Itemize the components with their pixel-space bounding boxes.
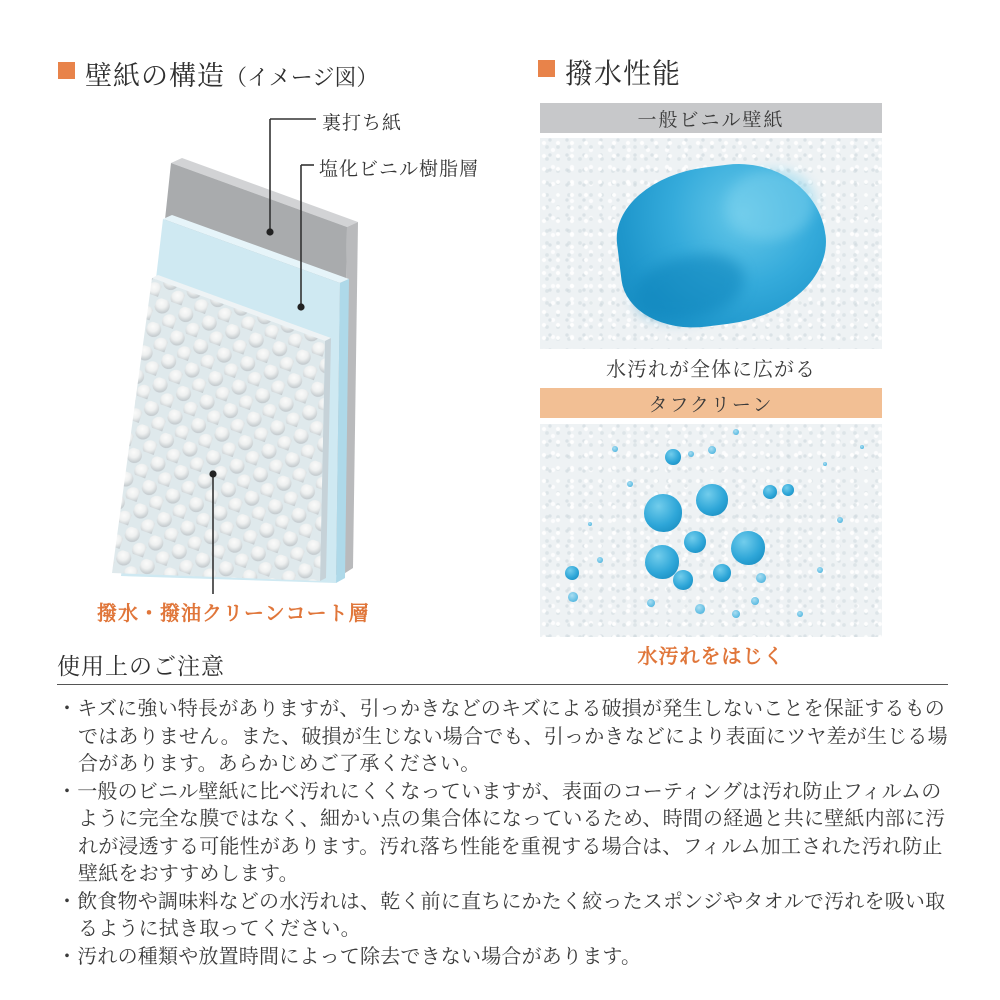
water-bead: [797, 611, 803, 617]
coat-pointer-dot: [209, 470, 216, 477]
water-bead: [688, 451, 694, 457]
precautions-title: 使用上のご注意: [57, 653, 225, 679]
wallpaper-structure-diagram: [0, 0, 430, 660]
precautions-list: [57, 696, 952, 971]
water-bead: [731, 531, 765, 565]
structure-title-paren: （イメージ図）: [225, 65, 379, 90]
structure-title: 壁紙の構造: [85, 61, 225, 91]
water-stain-blob: [609, 154, 835, 336]
water-bead: [695, 604, 705, 614]
precaution-item: ・ キズに強い特長がありますが、引っかきなどのキズによる破損が発生しないことを保証するものではありません。また、破損が生じない場合でも、引っかきなどにより表面にツヤ差が生じる場合があります。あらかじめご了承ください。: [57, 696, 952, 779]
water-bead: [673, 570, 693, 590]
water-bead: [627, 481, 633, 487]
water-bead: [612, 446, 618, 452]
water-bead: [568, 592, 578, 602]
vinyl-pointer-dot: [297, 303, 304, 310]
water-bead: [823, 462, 827, 466]
water-bead: [696, 484, 728, 516]
water-bead: [647, 599, 655, 607]
clean-coat-label: 撥水・撥油クリーンコート層: [97, 603, 370, 625]
water-bead: [817, 567, 823, 573]
spread-stain-photo: [540, 138, 882, 349]
repelled-beads-caption: 水汚れをはじく: [637, 646, 785, 668]
water-bead: [756, 573, 766, 583]
backing-pointer-dot: [266, 228, 273, 235]
section-title-water-repellency: [538, 52, 681, 92]
stain-light-area: [722, 165, 820, 245]
stain-dark-area: [632, 250, 749, 325]
repelled-beads-photo: [540, 424, 882, 637]
precaution-item: ・ 飲食物や調味料などの水汚れは、乾く前に直ちにかたく絞ったスポンジやタオルで汚れを吸い取るように拭き取ってください。: [57, 889, 952, 944]
water-bead: [684, 531, 706, 553]
water-bead: [782, 484, 794, 496]
water-bead: [588, 522, 592, 526]
water-bead: [733, 429, 739, 435]
spread-stain-caption: 水汚れが全体に広がる: [606, 359, 816, 381]
panel-header-tough-clean: タフクリーン: [540, 388, 882, 418]
water-bead: [763, 485, 777, 499]
water-repellency-title: 撥水性能: [565, 58, 682, 89]
backing-paper-label: 裏打ち紙: [322, 113, 403, 134]
water-bead: [713, 564, 731, 582]
orange-square-icon: [538, 60, 555, 77]
vinyl-resin-label: 塩化ビニル樹脂層: [319, 159, 480, 180]
panel-header-generic-vinyl: 一般ビニル壁紙: [540, 103, 882, 133]
water-bead: [751, 597, 759, 605]
water-bead: [837, 517, 843, 523]
water-bead: [860, 445, 864, 449]
water-bead: [644, 494, 682, 532]
water-bead: [732, 610, 740, 618]
precaution-item: ・ 一般のビニル壁紙に比べ汚れにくくなっていますが、表面のコーティングは汚れ防止フィルムのように完全な膜ではなく、細かい点の集合体になっているため、時間の経過と共に壁紙内部に汚れが浸透する可能性があります。汚れ落ち性能を重視する場合は、フィルム加工された汚れ防止壁紙をおすすめします。: [57, 779, 952, 889]
precaution-item: ・ 汚れの種類や放置時間によって除去できない場合があります。: [57, 944, 952, 972]
water-bead: [708, 446, 716, 454]
water-bead: [665, 449, 681, 465]
water-bead: [597, 557, 603, 563]
divider: [57, 684, 948, 685]
water-bead: [565, 566, 579, 580]
